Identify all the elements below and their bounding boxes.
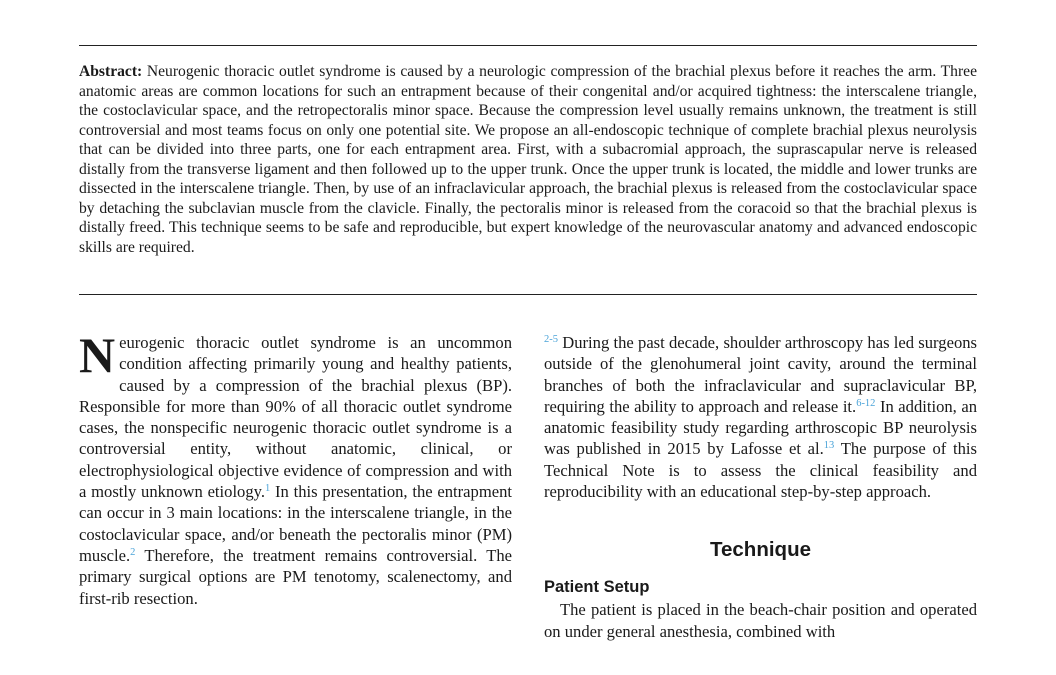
- drop-cap: N: [79, 327, 116, 383]
- intro-text-1: eurogenic thoracic outlet syndrome is an uncommon condition affecting primarily young and healthy patients, caused by a compression of the brachial plexus (BP). Responsible for more than 90% of all thoracic outlet syndrome cases, the nonspecific neurogenic thoracic outlet syndrome is a controversial entity, without anatomic, clinical, or electrophysiological objective evidence of compression and with a mostly unknown etiology.: [79, 333, 512, 502]
- citation-link[interactable]: 2-5: [544, 334, 558, 345]
- body-column-left: [79, 327, 512, 609]
- intro-text-5: In addition, an anatomic feasibility study regarding arthroscopic BP neurolysis was published in 2015 by Lafosse et al.: [544, 396, 977, 459]
- intro-text-6: The purpose of this Technical Note is to assess the clinical feasibility and reproducibility with an educational step-by-step approach.: [544, 439, 977, 502]
- top-rule: [79, 45, 977, 46]
- body-column-right: [544, 332, 977, 642]
- intro-paragraph: [79, 327, 512, 609]
- abstract: [79, 62, 977, 257]
- technique-paragraph: The patient is placed in the beach-chair position and operated on under general anesthesia, combined with: [544, 600, 977, 641]
- intro-text-2: In this presentation, the entrapment can occur in 3 main locations: in the interscalene triangle, in the costoclavicular space, and/or beneath the pectoralis minor (PM) muscle.: [79, 482, 512, 565]
- citation-link[interactable]: 1: [265, 483, 271, 495]
- citation-link[interactable]: 2: [130, 546, 136, 558]
- citation-link[interactable]: 13: [823, 440, 835, 452]
- abstract-label: Abstract:: [79, 63, 143, 80]
- section-heading: Technique: [710, 538, 811, 562]
- abstract-text: Neurogenic thoracic outlet syndrome is caused by a neurologic compression of the brachial plexus before it reaches the arm. Three anatomic areas are common locations for such an entrapment because of their congenital and/or acquired tightness: the interscalene triangle, the costoclavicular space, and the retropectoralis minor space. Because the compression level usually remains unknown, the treatment is still controversial and most teams focus on only one potential site. We propose an all-endoscopic technique of complete brachial plexus neurolysis that can be divided into three parts, one for each entrapment area. First, with a subacromial approach, the suprascapular nerve is released distally from the transverse ligament and then followed up to the upper trunk. Once the upper trunk is located, the middle and lower trunks are dissected in the interscalene triangle. Then, by use of an infraclavicular approach, the brachial plexus is released from the costoclavicular space by detaching the subclavian muscle from the clavicle. Finally, the pectoralis minor is released from the coracoid so that the brachial plexus is distally freed. This technique seems to be safe and reproducible, but expert knowledge of the neurovascular anatomy and advanced endoscopic skills are required.: [79, 63, 977, 256]
- intro-paragraph-continued: [544, 332, 977, 502]
- subsection-heading: Patient Setup: [544, 578, 650, 597]
- citation-link[interactable]: 6-12: [856, 397, 876, 409]
- bottom-rule: [79, 294, 977, 295]
- intro-text-4: During the past decade, shoulder arthroscopy has led surgeons outside of the glenohumeral joint cavity, around the terminal branches of both the infraclavicular and supraclavicular BP, requiring the ability to approach and release it.: [544, 333, 977, 416]
- intro-text-3: Therefore, the treatment remains controversial. The primary surgical options are PM tenotomy, scalenectomy, and first-rib resection.: [79, 545, 512, 608]
